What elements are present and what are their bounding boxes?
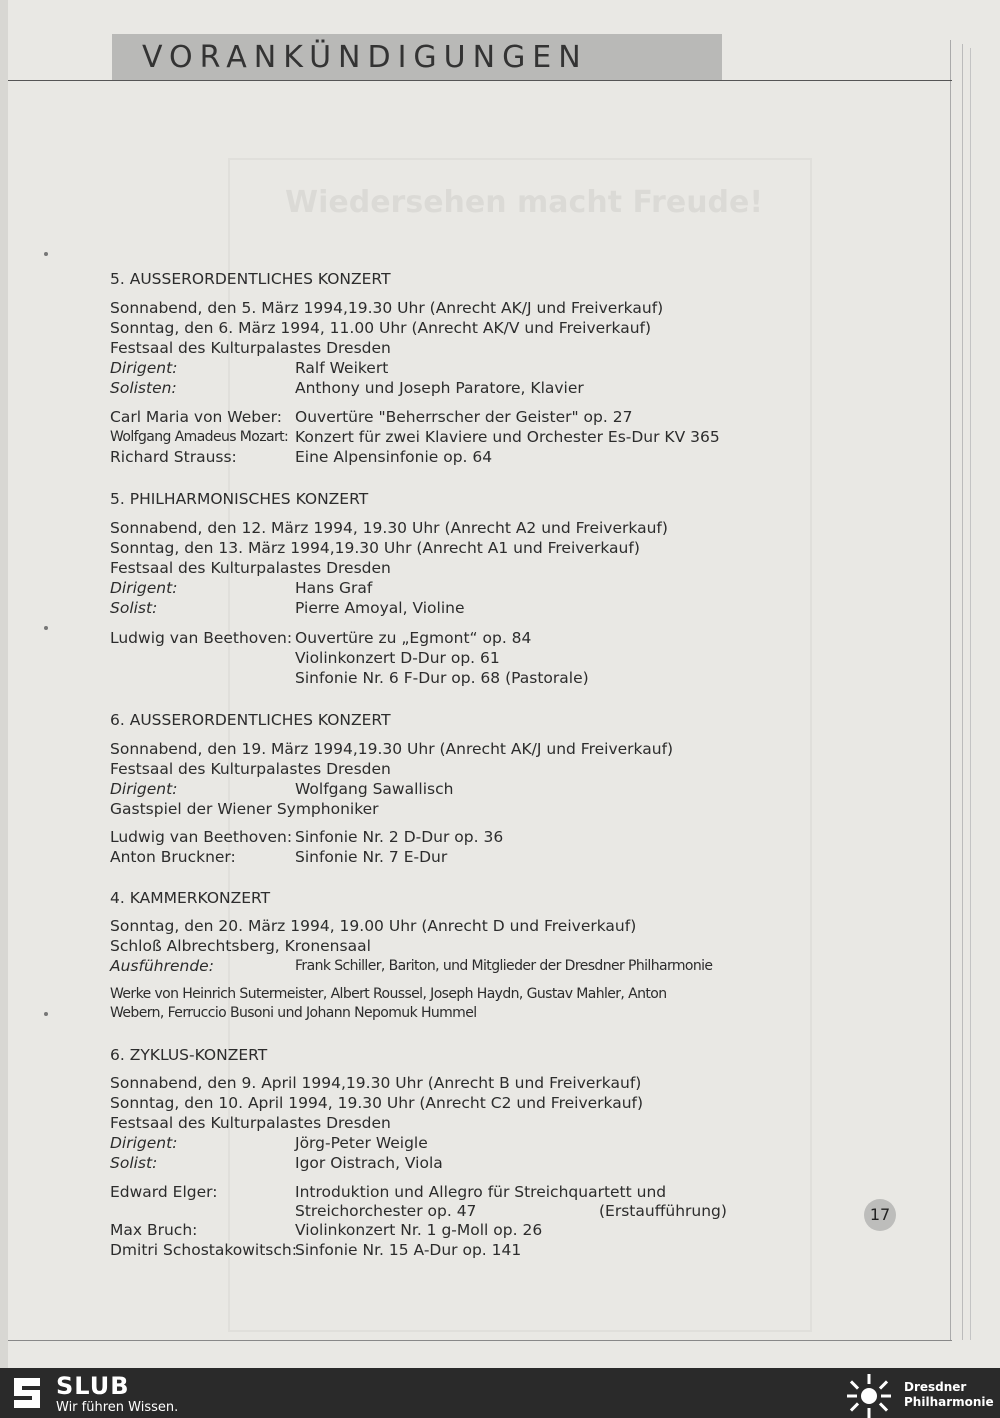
philharmonie-logo-icon xyxy=(842,1372,896,1418)
composer: Edward Elger: xyxy=(110,1183,218,1201)
page-title: VORANKÜNDIGUNGEN xyxy=(142,40,588,75)
work: Eine Alpensinfonie op. 64 xyxy=(295,448,493,466)
concert-venue: Festsaal des Kulturpalastes Dresden xyxy=(110,760,391,778)
concert-heading: 5. AUSSERORDENTLICHES KONZERT xyxy=(110,270,391,288)
work: Sinfonie Nr. 6 F-Dur op. 68 (Pastorale) xyxy=(295,669,589,687)
concert-venue: Festsaal des Kulturpalastes Dresden xyxy=(110,559,391,577)
work: Konzert für zwei Klaviere und Orchester Es-Dur KV 365 xyxy=(295,428,720,446)
role-label: Dirigent: xyxy=(110,579,178,597)
concert-date: Sonnabend, den 5. März 1994,19.30 Uhr (Anrecht AK/J und Freiverkauf) xyxy=(110,299,664,317)
works-line: Werke von Heinrich Sutermeister, Albert Roussel, Joseph Haydn, Gustav Mahler, Anton xyxy=(110,986,667,1002)
concert-note: Gastspiel der Wiener Symphoniker xyxy=(110,800,379,818)
header-rule xyxy=(8,80,952,81)
concert-heading: 5. PHILHARMONISCHES KONZERT xyxy=(110,490,369,508)
page-edge-line xyxy=(970,48,971,1340)
concert-date: Sonnabend, den 12. März 1994, 19.30 Uhr (Anrecht A2 und Freiverkauf) xyxy=(110,519,668,537)
slub-tagline: Wir führen Wissen. xyxy=(56,1400,179,1415)
slub-name: SLUB xyxy=(56,1372,130,1400)
role-value: Pierre Amoyal, Violine xyxy=(295,599,465,617)
concert-venue: Schloß Albrechtsberg, Kronensaal xyxy=(110,937,371,955)
concert-venue: Festsaal des Kulturpalastes Dresden xyxy=(110,339,391,357)
role-value: Hans Graf xyxy=(295,579,373,597)
role-value: Ralf Weikert xyxy=(295,359,389,377)
binding-mark xyxy=(44,252,48,256)
role-label: Ausführende: xyxy=(110,957,214,975)
role-value: Frank Schiller, Bariton, und Mitglieder der Dresdner Philharmonie xyxy=(295,958,713,974)
work-note: (Erstaufführung) xyxy=(599,1202,727,1220)
page-binding-edge xyxy=(0,0,8,1368)
concert-date: Sonnabend, den 19. März 1994,19.30 Uhr (Anrecht AK/J und Freiverkauf) xyxy=(110,740,674,758)
page-bottom-edge xyxy=(8,1340,952,1341)
partner-name-line2: Philharmonie xyxy=(904,1395,994,1409)
concert-heading: 6. AUSSERORDENTLICHES KONZERT xyxy=(110,711,391,729)
work: Ouvertüre zu „Egmont“ op. 84 xyxy=(295,629,532,647)
binding-mark xyxy=(44,1012,48,1016)
composer: Wolfgang Amadeus Mozart: xyxy=(110,429,289,445)
show-through-title: Wiedersehen macht Freude! xyxy=(285,185,764,220)
work: Streichorchester op. 47 xyxy=(295,1202,477,1220)
role-value: Igor Oistrach, Viola xyxy=(295,1154,443,1172)
work: Sinfonie Nr. 7 E-Dur xyxy=(295,848,448,866)
work: Ouvertüre "Beherrscher der Geister" op. 27 xyxy=(295,408,633,426)
page-edge-line xyxy=(950,40,951,1340)
work: Sinfonie Nr. 15 A-Dur op. 141 xyxy=(295,1241,522,1259)
concert-heading: 4. KAMMERKONZERT xyxy=(110,889,271,907)
page-edge-line xyxy=(962,44,963,1340)
role-value: Jörg-Peter Weigle xyxy=(295,1134,428,1152)
work: Introduktion und Allegro für Streichquartett und xyxy=(295,1183,667,1201)
binding-mark xyxy=(44,626,48,630)
role-label: Solisten: xyxy=(110,379,177,397)
role-label: Dirigent: xyxy=(110,1134,178,1152)
role-label: Dirigent: xyxy=(110,359,178,377)
work: Violinkonzert Nr. 1 g-Moll op. 26 xyxy=(295,1221,543,1239)
work: Violinkonzert D-Dur op. 61 xyxy=(295,649,500,667)
concert-date: Sonntag, den 13. März 1994,19.30 Uhr (Anrecht A1 und Freiverkauf) xyxy=(110,539,640,557)
composer: Anton Bruckner: xyxy=(110,848,236,866)
work: Sinfonie Nr. 2 D-Dur op. 36 xyxy=(295,828,504,846)
role-label: Solist: xyxy=(110,1154,158,1172)
composer: Richard Strauss: xyxy=(110,448,237,466)
concert-date: Sonnabend, den 9. April 1994,19.30 Uhr (Anrecht B und Freiverkauf) xyxy=(110,1074,642,1092)
composer: Carl Maria von Weber: xyxy=(110,408,282,426)
works-line: Webern, Ferruccio Busoni und Johann Nepomuk Hummel xyxy=(110,1005,477,1021)
composer: Max Bruch: xyxy=(110,1221,198,1239)
slub-logo-icon xyxy=(10,1376,46,1410)
role-label: Dirigent: xyxy=(110,780,178,798)
composer: Dmitri Schostakowitsch: xyxy=(110,1241,297,1259)
page-number: 17 xyxy=(864,1199,896,1231)
partner-name-line1: Dresdner xyxy=(904,1380,967,1394)
composer: Ludwig van Beethoven: xyxy=(110,828,293,846)
concert-venue: Festsaal des Kulturpalastes Dresden xyxy=(110,1114,391,1132)
concert-date: Sonntag, den 6. März 1994, 11.00 Uhr (Anrecht AK/V und Freiverkauf) xyxy=(110,319,652,337)
concert-date: Sonntag, den 20. März 1994, 19.00 Uhr (Anrecht D und Freiverkauf) xyxy=(110,917,637,935)
concert-date: Sonntag, den 10. April 1994, 19.30 Uhr (Anrecht C2 und Freiverkauf) xyxy=(110,1094,644,1112)
role-value: Wolfgang Sawallisch xyxy=(295,780,454,798)
role-label: Solist: xyxy=(110,599,158,617)
concert-heading: 6. ZYKLUS-KONZERT xyxy=(110,1046,268,1064)
composer: Ludwig van Beethoven: xyxy=(110,629,293,647)
role-value: Anthony und Joseph Paratore, Klavier xyxy=(295,379,584,397)
